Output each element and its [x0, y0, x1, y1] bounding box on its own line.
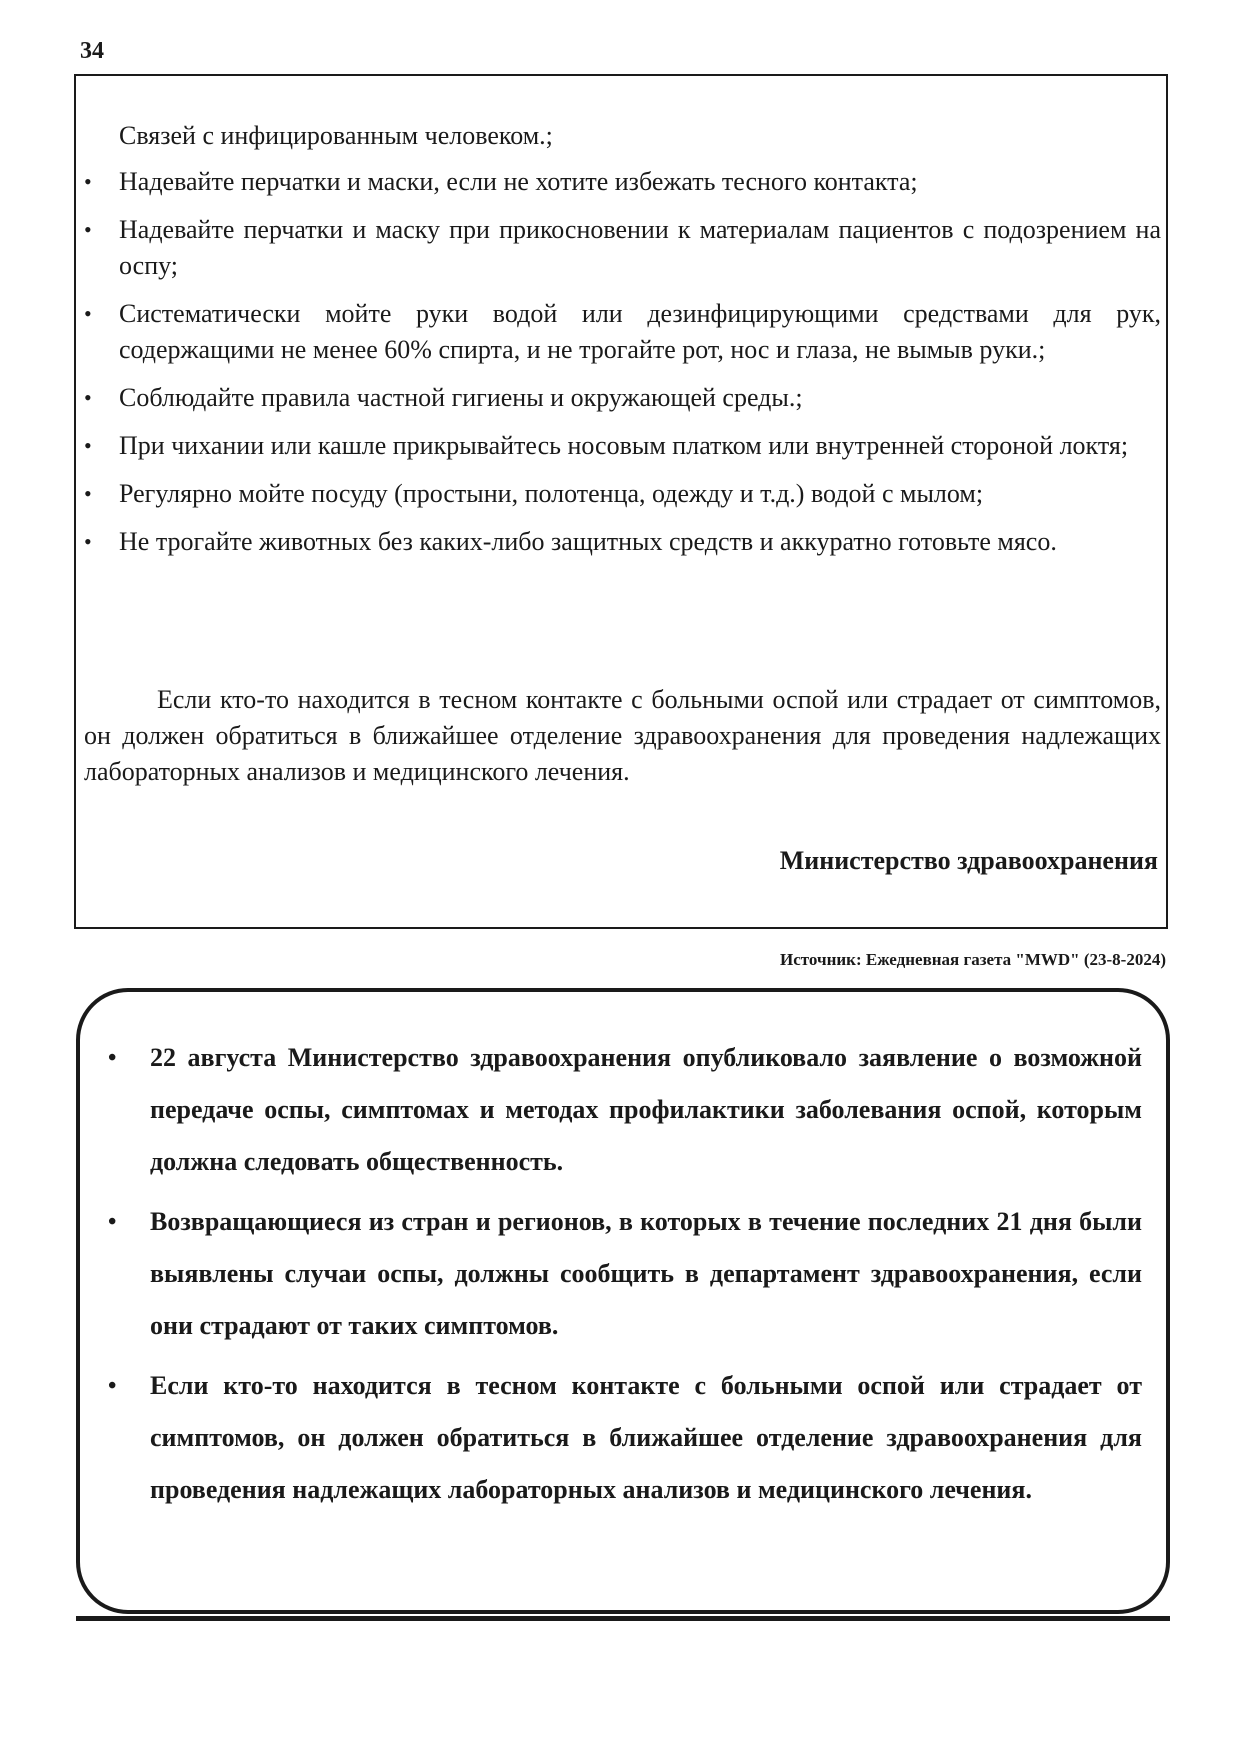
summary-bullet-text: 22 августа Министерство здравоохранения опубликовало заявление о возможной передаче оспы, симптомах и методах профилактики заболевания оспой, которым должна следовать общественность. — [150, 1043, 1142, 1176]
notice-bullet-text: Не трогайте животных без каких-либо защитных средств и аккуратно готовьте мясо. — [119, 527, 1057, 556]
notice-bullet-text: Систематически мойте руки водой или дезинфицирующими средствами для рук, содержащими не менее 60% спирта, и не трогайте рот, нос и глаза, не вымыв руки.; — [119, 299, 1161, 364]
notice-bullet-text: Соблюдайте правила частной гигиены и окружающей среды.; — [119, 383, 803, 412]
notice-bullet-text: Регулярно мойте посуду (простыни, полотенца, одежду и т.д.) водой с мылом; — [119, 479, 984, 508]
bullet-icon: • — [84, 169, 92, 194]
bullet-icon: • — [108, 1373, 117, 1399]
bullet-icon: • — [84, 217, 92, 242]
summary-bullet-text: Возвращающиеся из стран и регионов, в которых в течение последних 21 дня были выявлены случаи оспы, должны сообщить в департамент здравоохранения, если они страдают от таких симптомов. — [150, 1207, 1142, 1340]
notice-bullet-item — [76, 164, 1170, 200]
notice-bullet-item — [76, 428, 1170, 464]
summary-bullet-text: Если кто-то находится в тесном контакте с больными оспой или страдает от симптомов, он должен обратиться в ближайшее отделение здравоохранения для проведения надлежащих лабораторных анализов и медицинского лечения. — [150, 1371, 1142, 1504]
notice-bullet-text: При чихании или кашле прикрывайтесь носовым платком или внутренней стороной локтя; — [119, 431, 1129, 460]
source-citation: Источник: Ежедневная газета "MWD" (23-8-2024) — [780, 950, 1166, 969]
summary-box — [76, 988, 1170, 1614]
bullet-icon: • — [84, 433, 92, 458]
notice-bullet-text: Надевайте перчатки и маску при прикосновении к материалам пациентов с подозрением на оспу; — [119, 215, 1161, 280]
notice-paragraph: Если кто-то находится в тесном контакте с больными оспой или страдает от симптомов, он должен обратиться в ближайшее отделение здравоохранения для проведения надлежащих лабораторных анализов и медицинского лечения. — [84, 685, 1161, 786]
summary-bullet-item — [80, 1196, 1166, 1352]
notice-opening-line: Связей с инфицированным человеком.; — [119, 121, 553, 150]
bullet-icon: • — [84, 481, 92, 506]
bottom-divider — [76, 1616, 1170, 1621]
bullet-icon: • — [108, 1045, 117, 1071]
bullet-icon: • — [108, 1209, 117, 1235]
notice-bullet-item — [76, 296, 1170, 368]
page-number: 34 — [80, 38, 104, 64]
summary-bullet-item — [80, 1032, 1166, 1188]
bullet-icon: • — [84, 301, 92, 326]
summary-bullet-item — [80, 1360, 1166, 1516]
bullet-icon: • — [84, 385, 92, 410]
notice-bullet-item — [76, 524, 1170, 560]
notice-bullet-item — [76, 380, 1170, 416]
notice-bullet-item — [76, 212, 1170, 284]
notice-bullet-list — [76, 164, 1170, 572]
notice-box — [74, 74, 1168, 929]
notice-signature: Министерство здравоохранения — [779, 846, 1158, 875]
bullet-icon: • — [84, 529, 92, 554]
notice-bullet-text: Надевайте перчатки и маски, если не хотите избежать тесного контакта; — [119, 167, 918, 196]
notice-bullet-item — [76, 476, 1170, 512]
summary-bullet-list — [80, 1032, 1166, 1524]
